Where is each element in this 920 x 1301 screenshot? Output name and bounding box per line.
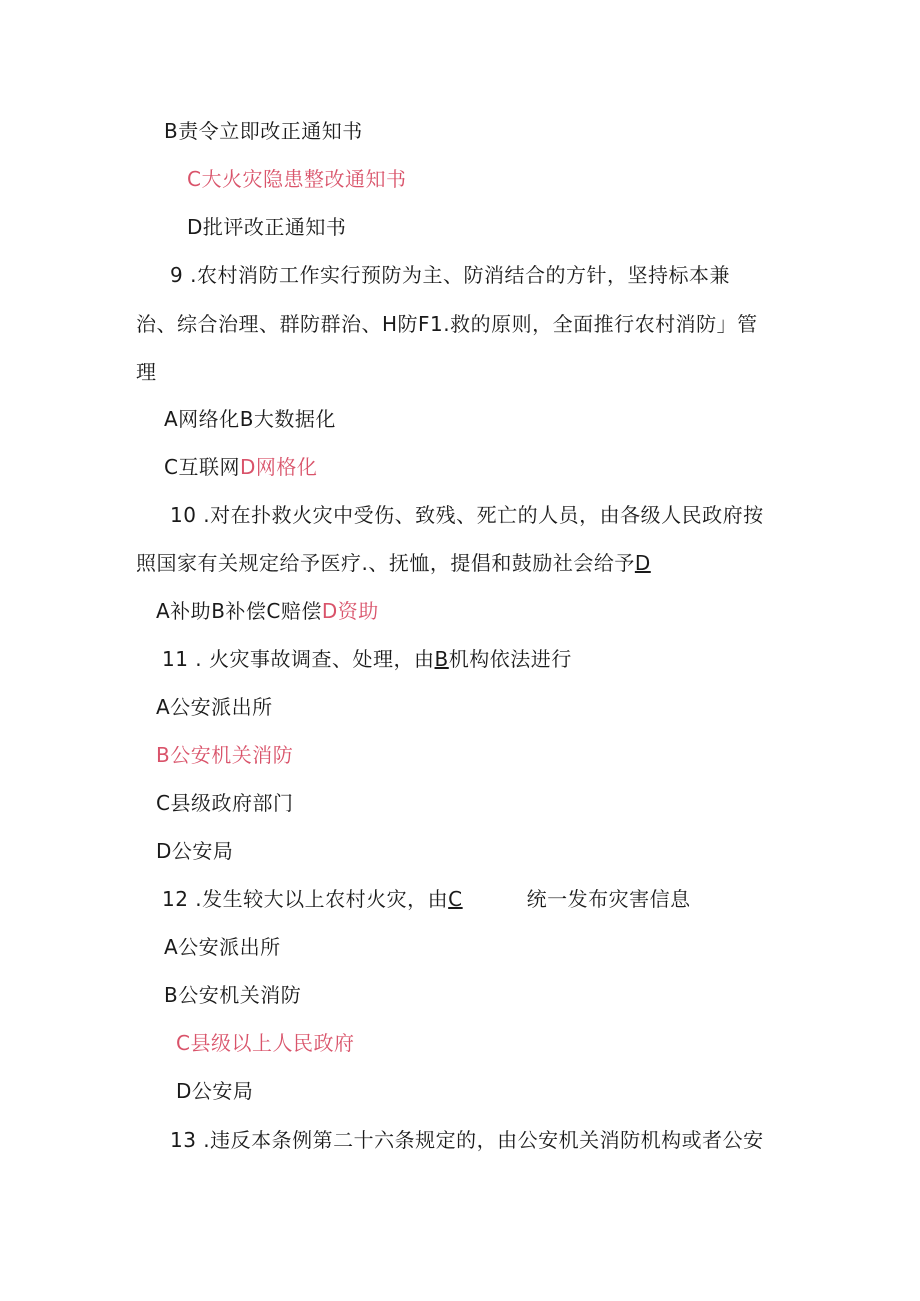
q13-text-line1: 13 .违反本条例第二十六条规定的，由公安机关消防机构或者公安 [170,1128,764,1152]
q11-option-a: A公安派出所 [156,695,273,719]
q12-option-b: B公安机关消防 [164,983,302,1007]
q11-text-suffix: 机构依法进行 [448,647,572,671]
q10-text-line2 [136,550,651,576]
q8-option-c-answer: C大火灾隐患整改通知书 [187,167,407,191]
q10-options [156,598,379,624]
q9-option-a: A网络化 [164,407,240,431]
q12-text-prefix: 12 .发生较大以上农村火灾，由 [162,887,449,911]
q12-text-suffix: 统一发布灾害信息 [526,887,691,911]
q11-option-c: C县级政府部门 [156,791,294,815]
q9-option-b: B大数据化 [239,407,336,431]
q10-option-d-answer: D资助 [321,599,379,623]
q12-option-a: A公安派出所 [164,935,281,959]
q9-text-line1: 9 .农村消防工作实行预防为主、防消结合的方针，坚持标本兼 [170,263,730,287]
q9-option-d-answer: D网格化 [239,455,318,479]
q11-option-d: D公安局 [156,839,234,863]
q10-option-b: B补偿 [211,599,267,623]
q8-option-b: B责令立即改正通知书 [164,119,363,143]
q8-option-d: D批评改正通知书 [187,215,347,239]
q10-answer-blank: D [634,551,651,575]
q11-text [162,646,572,672]
q10-option-c: C赔偿 [266,599,322,623]
q9-text-line3: 理 [136,360,157,384]
q12-text [162,886,691,912]
q11-option-b-answer: B公安机关消防 [156,743,294,767]
q9-option-c: C互联网 [164,455,240,479]
q9-options-ab [164,406,336,432]
q10-text-line1: 10 .对在扑救火灾中受伤、致残、死亡的人员，由各级人民政府按 [170,503,764,527]
q12-option-d: D公安局 [176,1079,254,1103]
q10-option-a: A补助 [156,599,212,623]
q11-text-prefix: 11 . 火灾事故调查、处理，由 [162,647,435,671]
q12-option-c-answer: C县级以上人民政府 [176,1031,355,1055]
q9-options-cd [164,454,317,480]
q12-answer-blank: C [448,887,463,911]
q10-text-body: 照国家有关规定给予医疗.、抚恤，提倡和鼓励社会给予 [136,551,635,575]
q11-answer-blank: B [434,647,449,671]
q9-text-line2: 治、综合治理、群防群治、H防F1.救的原则，全面推行农村消防」管 [136,312,758,336]
